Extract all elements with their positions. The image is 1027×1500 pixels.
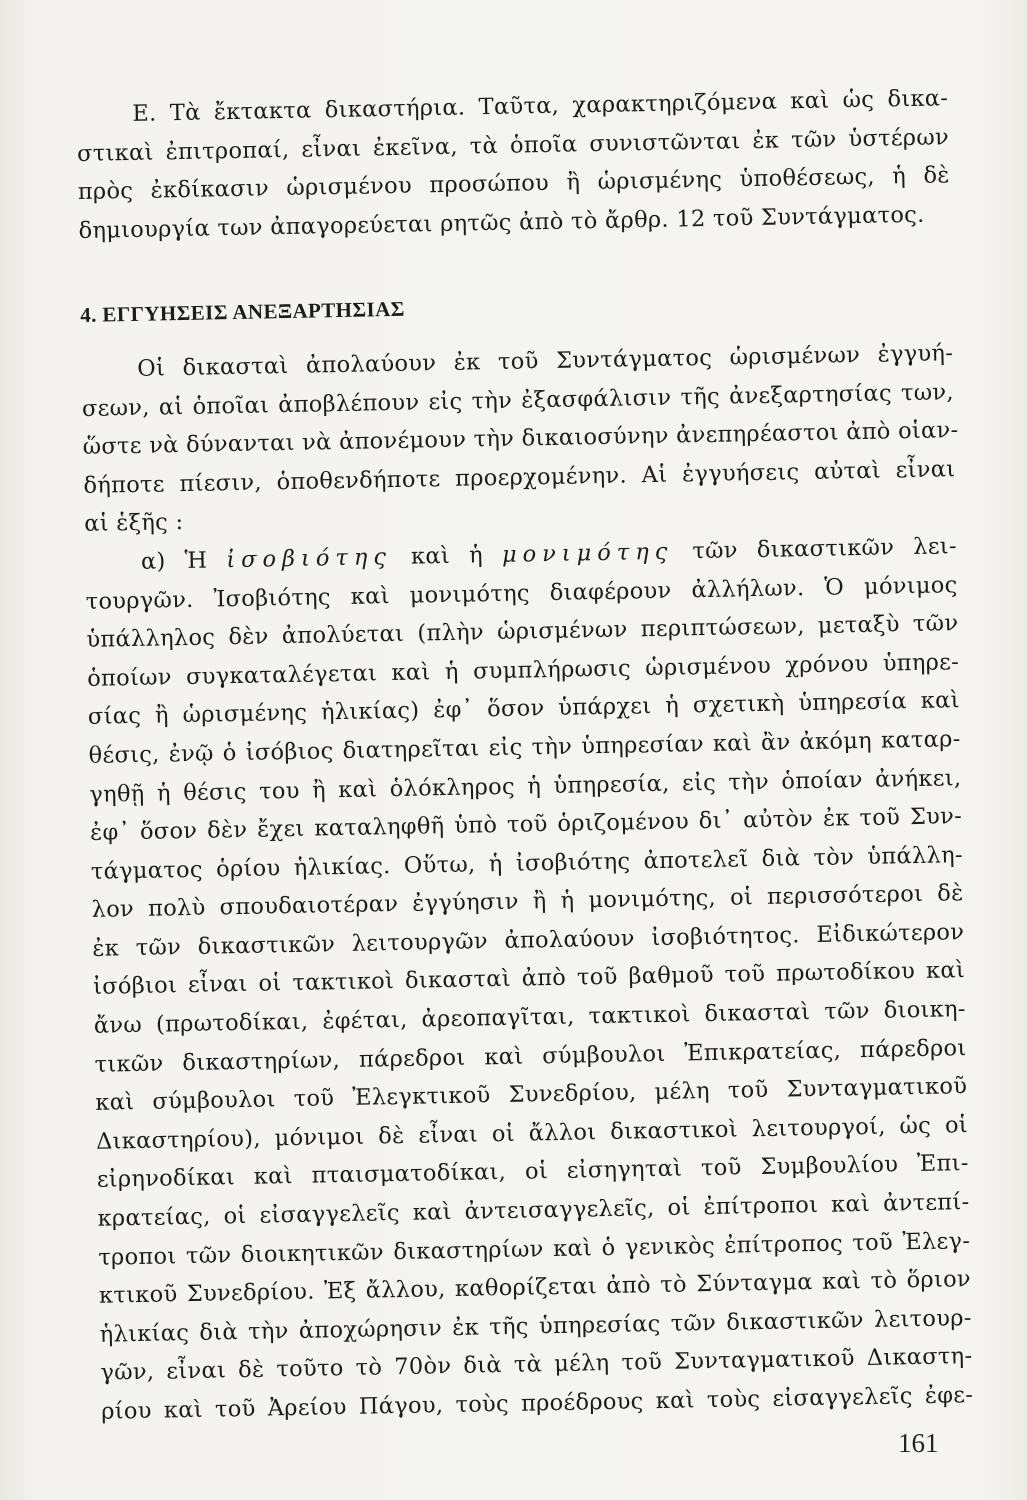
text-line: ἐφ᾽ ὅσον δὲν ἔχει καταληφθῆ ὑπὸ τοῦ ὁριζομένου δι᾽ αὐτὸν ἐκ τοῦ Συν-: [89, 803, 963, 846]
term-monimotis: μονιμότης: [501, 538, 674, 568]
text-line: λον πολὺ σπουδαιοτέραν ἐγγύησιν ἢ ἡ μονιμότης, οἱ περισσότεροι δὲ: [91, 880, 964, 924]
text-line: κρατείας, οἱ εἰσαγγελεῖς καὶ ἀντεισαγγελεῖς, οἱ ἐπίτροποι καὶ ἀντεπί-: [97, 1189, 970, 1232]
text-line: Οἱ δικασταὶ ἀπολαύουν ἐκ τοῦ Συντάγματος ὡρισμένων ἐγγυή-: [136, 340, 954, 382]
text-line: γηθῇ ἡ θέσις του ἢ καὶ ὁλόκληρος ἡ ὑπηρεσία, εἰς τὴν ὁποίαν ἀνήκει,: [89, 764, 962, 808]
text-line: τάγματος ὁρίου ἡλικίας. Οὕτω, ἡ ἰσοβιότης ἀποτελεῖ διὰ τὸν ὑπάλλη-: [90, 841, 963, 885]
text-line: καὶ σύμβουλοι τοῦ Ἐλεγκτικοῦ Συνεδρίου, μέλη τοῦ Συνταγματικοῦ: [95, 1073, 968, 1117]
text-line: Ε. Τὰ ἔκτακτα δικαστήρια. Ταῦτα, χαρακτηριζόμενα καὶ ὡς δικα-: [132, 85, 949, 127]
text-line: δημιουργία των ἀπαγορεύεται ρητῶς ἀπὸ τὸ ἄρθρ. 12 τοῦ Συντάγματος.: [78, 201, 925, 244]
text-line: ὁποίων συγκαταλέγεται καὶ ἡ συμπλήρωσις ὡρισμένου χρόνου ὑπηρε-: [86, 648, 960, 692]
text-line: εἰρηνοδίκαι καὶ πταισματοδίκαι, οἱ εἰσηγηταὶ τοῦ Συμβουλίου Ἐπι-: [96, 1150, 969, 1194]
item-label: α) Ἡ: [140, 547, 208, 575]
text-line: σίας ἢ ὡρισμένης ἡλικίας) ἐφ᾽ ὅσον ὑπάρχει ἡ σχετικὴ ὑπηρεσία καὶ: [87, 687, 961, 731]
text-line: ἐκ τῶν δικαστικῶν λειτουργῶν ἀπολαύουν ἰσοβιότητος. Εἰδικώτερον: [92, 918, 965, 962]
text-line: τικῶν δικαστηρίων, πάρεδροι καὶ σύμβουλοι Ἐπικρατείας, πάρεδροι: [94, 1034, 967, 1078]
text-line: ὥστε νὰ δύνανται νὰ ἀπονέμουν τὴν δικαιοσύνην ἀνεπηρέαστοι ἀπὸ οἱαν-: [82, 417, 959, 461]
section-e-paragraph: [76, 79, 951, 250]
text-line: Δικαστηρίου), μόνιμοι δὲ εἶναι οἱ ἄλλοι δικαστικοὶ λειτουργοί, ὡς οἱ: [95, 1111, 969, 1155]
text-line: κτικοῦ Συνεδρίου. Ἐξ ἄλλου, καθορίζεται ἀπὸ τὸ Σύνταγμα καὶ τὸ ὅριον: [98, 1266, 972, 1309]
body-text: [76, 79, 973, 1431]
term-isobiotis: ἰσοβιότης: [226, 543, 393, 574]
connector-text: καὶ ἡ: [410, 542, 484, 570]
text-line: στικαὶ ἐπιτροπαί, εἶναι ἐκεῖνα, τὰ ὁποῖα συνιστῶνται ἐκ τῶν ὑστέρων: [76, 123, 950, 167]
text-line: ρίου καὶ τοῦ Ἀρείου Πάγου, τοὺς προέδρους καὶ τοὺς εἰσαγγελεῖς ἐφε-: [101, 1382, 974, 1425]
line-rest: τῶν δικαστικῶν λει-: [692, 533, 958, 565]
text-line: ὑπάλληλος δὲν ἀπολύεται (πλὴν ὡρισμένων περιπτώσεων, μεταξὺ τῶν: [86, 610, 959, 654]
text-line: γῶν, εἶναι δὲ τοῦτο τὸ 70ὸν διὰ τὰ μέλη τοῦ Συνταγματικοῦ Δικαστη-: [100, 1343, 973, 1387]
text-line: πρὸς ἐκδίκασιν ὡρισμένου προσώπου ἢ ὡρισμένης ὑποθέσεως, ἡ δὲ: [77, 162, 950, 206]
text-line: αἱ ἑξῆς :: [83, 509, 184, 538]
text-line: τουργῶν. Ἰσοβιότης καὶ μονιμότης διαφέρουν ἀλλήλων. Ὁ μόνιμος: [85, 571, 958, 615]
text-line: ἡλικίας διὰ τὴν ἀποχώρησιν ἐκ τῆς ὑπηρεσίας τῶν δικαστικῶν λειτουρ-: [99, 1304, 972, 1348]
text-line: σεων, αἱ ὁποῖαι ἀποβλέπουν εἰς τὴν ἐξασφάλισιν τῆς ἀνεξαρτησίας των,: [81, 378, 955, 422]
page-number: 161: [898, 1428, 939, 1458]
intro-paragraph: [81, 334, 957, 544]
text-line: τροποι τῶν διοικητικῶν δικαστηρίων καὶ ὁ γενικὸς ἐπίτροπος τοῦ Ἐλεγ-: [98, 1227, 971, 1271]
section-heading: 4. ΕΓΓΥΗΣΕΙΣ ΑΝΕΞΑΡΤΗΣΙΑΣ: [79, 297, 406, 328]
item-a-paragraph: [85, 527, 974, 1431]
text-line: δήποτε πίεσιν, ὁποθενδήποτε προερχομένην. Αἱ ἐγγυήσεις αὐταὶ εἶναι: [83, 455, 956, 499]
text-line: ἰσόβιοι εἶναι οἱ τακτικοὶ δικασταὶ ἀπὸ τοῦ βαθμοῦ τοῦ πρωτοδίκου καὶ: [92, 957, 966, 1001]
text-line: ἄνω (πρωτοδίκαι, ἐφέται, ἀρεοπαγῖται, τακτικοὶ δικασταὶ τῶν διοικη-: [93, 996, 966, 1039]
text-line: θέσις, ἐνῷ ὁ ἰσόβιος διατηρεῖται εἰς τὴν ὑπηρεσίαν καὶ ἂν ἀκόμη καταρ-: [88, 726, 961, 769]
